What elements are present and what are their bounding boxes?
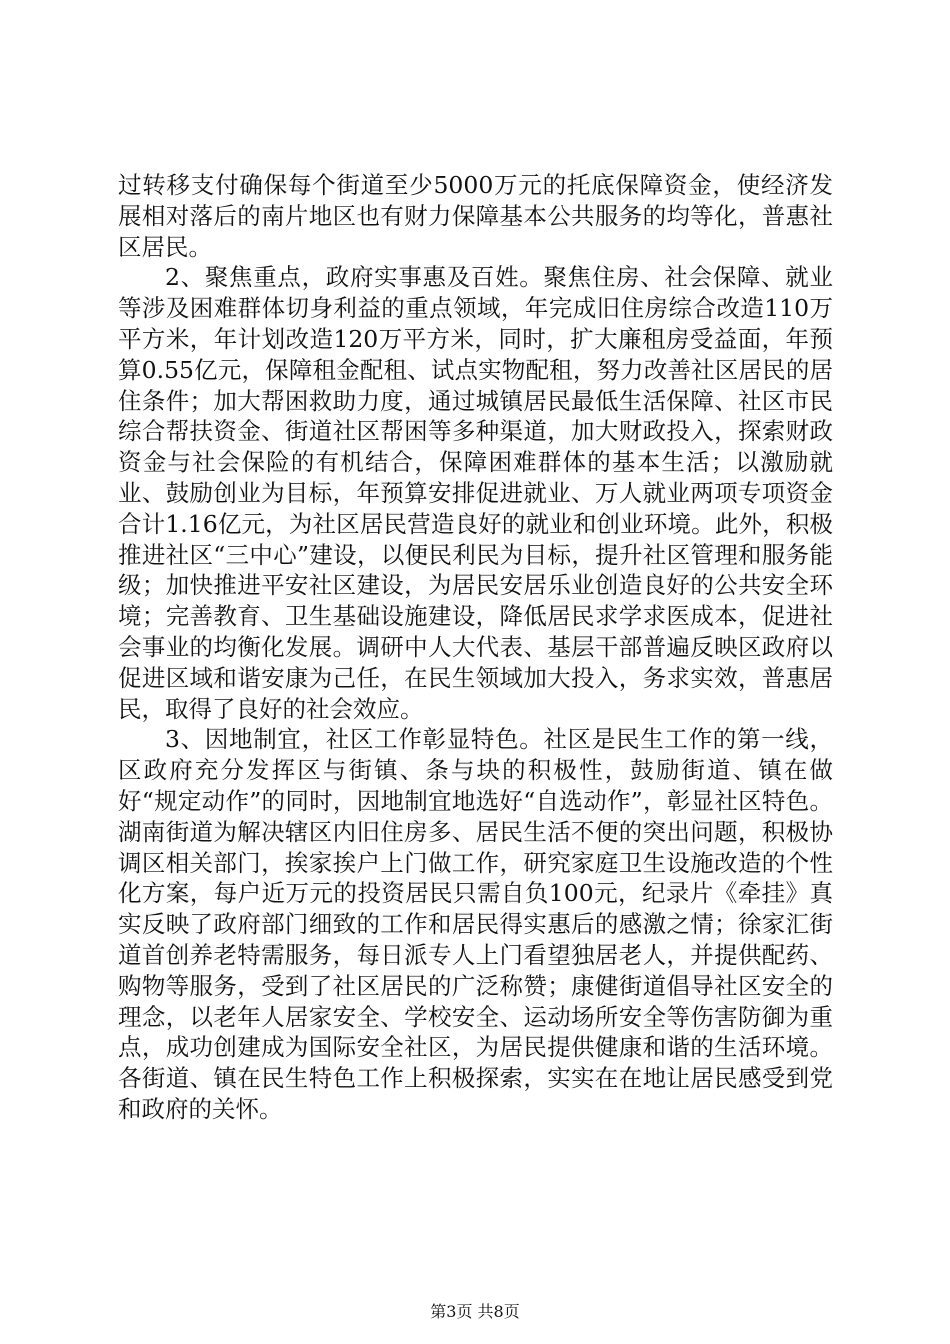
paragraph-section-2: 2、聚焦重点，政府实事惠及百姓。聚焦住房、社会保障、就业等涉及困难群体切身利益的重点领域，年完成旧住房综合改造110万平方米，年计划改造120万平方米，同时，扩大廉租房受益面，年预算0.55亿元，保障租金配租、试点实物配租，努力改善社区居民的居住条件；加大帮困救助力度，通过城镇居民最低生活保障、社区市民综合帮扶资金、街道社区帮困等多种渠道，加大财政投入，探索财政资金与社会保险的有机结合，保障困难群体的基本生活；以激励就业、鼓励创业为目标，年预算安排促进就业、万人就业两项专项资金合计1.16亿元，为社区居民营造良好的就业和创业环境。此外，积极推进社区“三中心”建设，以便民利民为目标，提升社区管理和服务能级；加快推进平安社区建设，为居民安居乐业创造良好的公共安全环境；完善教育、卫生基础设施建设，降低居民求学求医成本，促进社会事业的均衡化发展。调研中人大代表、基层干部普遍反映区政府以促进区域和谐安康为己任，在民生领域加大投入，务求实效，普惠居民，取得了良好的社会效应。: [118, 263, 833, 723]
paragraph-continuation: 过转移支付确保每个街道至少5000万元的托底保障资金，使经济发展相对落后的南片地区也有财力保障基本公共服务的均等化，普惠社区居民。: [118, 171, 833, 261]
page-footer: 第3页 共8页: [430, 1302, 520, 1321]
paragraph-section-3: 3、因地制宜，社区工作彰显特色。社区是民生工作的第一线，区政府充分发挥区与街镇、条与块的积极性，鼓励街道、镇在做好“规定动作”的同时，因地制宜地选好“自选动作”，彰显社区特色。湖南街道为解决辖区内旧住房多、居民生活不便的突出问题，积极协调区相关部门，挨家挨户上门做工作，研究家庭卫生设施改造的个性化方案，每户近万元的投资居民只需自负100元，纪录片《牵挂》真实反映了政府部门细致的工作和居民得实惠后的感激之情；徐家汇街道首创养老特需服务，每日派专人上门看望独居老人，并提供配药、购物等服务，受到了社区居民的广泛称赞；康健街道倡导社区安全的理念，以老年人居家安全、学校安全、运动场所安全等伤害防御为重点，成功创建成为国际安全社区，为居民提供健康和谐的生活环境。各街道、镇在民生特色工作上积极探索，实实在在地让居民感受到党和政府的关怀。: [118, 725, 833, 1123]
document-body: [118, 170, 833, 1125]
